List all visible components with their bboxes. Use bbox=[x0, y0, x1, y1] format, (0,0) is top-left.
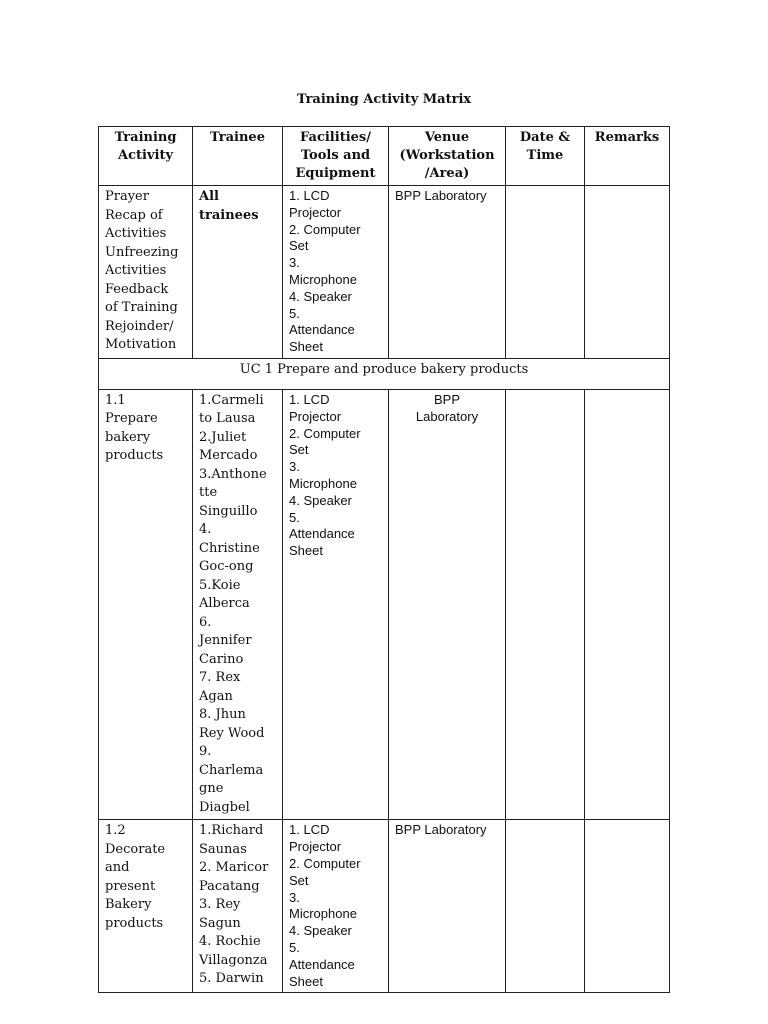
header-row bbox=[99, 127, 670, 186]
training-activity-table bbox=[98, 126, 670, 993]
header-training-activity: Training Activity bbox=[99, 127, 193, 186]
venue-cell: BPP Laboratory bbox=[389, 389, 506, 820]
facilities-cell: 1. LCD Projector 2. Computer Set 3. Microphone 4. Speaker 5. Attendance Sheet bbox=[283, 820, 389, 993]
table-row bbox=[99, 820, 670, 993]
table-row bbox=[99, 389, 670, 820]
remarks-cell bbox=[585, 389, 670, 820]
facilities-cell: 1. LCD Projector 2. Computer Set 3. Microphone 4. Speaker 5. Attendance Sheet bbox=[283, 389, 389, 820]
header-venue: Venue (Workstation /Area) bbox=[389, 127, 506, 186]
date-time-cell bbox=[506, 186, 585, 359]
trainee-cell: All trainees bbox=[193, 186, 283, 359]
document-title: Training Activity Matrix bbox=[296, 92, 472, 107]
header-remarks: Remarks bbox=[585, 127, 670, 186]
activity-cell: 1.2 Decorate and present Bakery products bbox=[99, 820, 193, 993]
header-date-time: Date & Time bbox=[506, 127, 585, 186]
unit-row bbox=[99, 358, 670, 389]
remarks-cell bbox=[585, 186, 670, 359]
table-row bbox=[99, 186, 670, 359]
venue-cell: BPP Laboratory bbox=[389, 820, 506, 993]
date-time-cell bbox=[506, 389, 585, 820]
unit-of-competency-cell: UC 1 Prepare and produce bakery products bbox=[99, 358, 670, 389]
date-time-cell bbox=[506, 820, 585, 993]
header-trainee: Trainee bbox=[193, 127, 283, 186]
trainee-cell: 1.Carmeli to Lausa 2.Juliet Mercado 3.Anthone tte Singuillo 4. Christine Goc-ong 5.Koie Alberca 6. Jennifer Carino 7. Rex Agan 8. Jhun Rey Wood 9. Charlema gne Diagbel bbox=[193, 389, 283, 820]
facilities-cell: 1. LCD Projector 2. Computer Set 3. Microphone 4. Speaker 5. Attendance Sheet bbox=[283, 186, 389, 359]
remarks-cell bbox=[585, 820, 670, 993]
venue-cell: BPP Laboratory bbox=[389, 186, 506, 359]
activity-cell: Prayer Recap of Activities Unfreezing Activities Feedback of Training Rejoinder/ Motivation bbox=[99, 186, 193, 359]
trainee-cell: 1.Richard Saunas 2. Maricor Pacatang 3. Rey Sagun 4. Rochie Villagonza 5. Darwin bbox=[193, 820, 283, 993]
activity-cell: 1.1 Prepare bakery products bbox=[99, 389, 193, 820]
header-facilities: Facilities/ Tools and Equipment bbox=[283, 127, 389, 186]
